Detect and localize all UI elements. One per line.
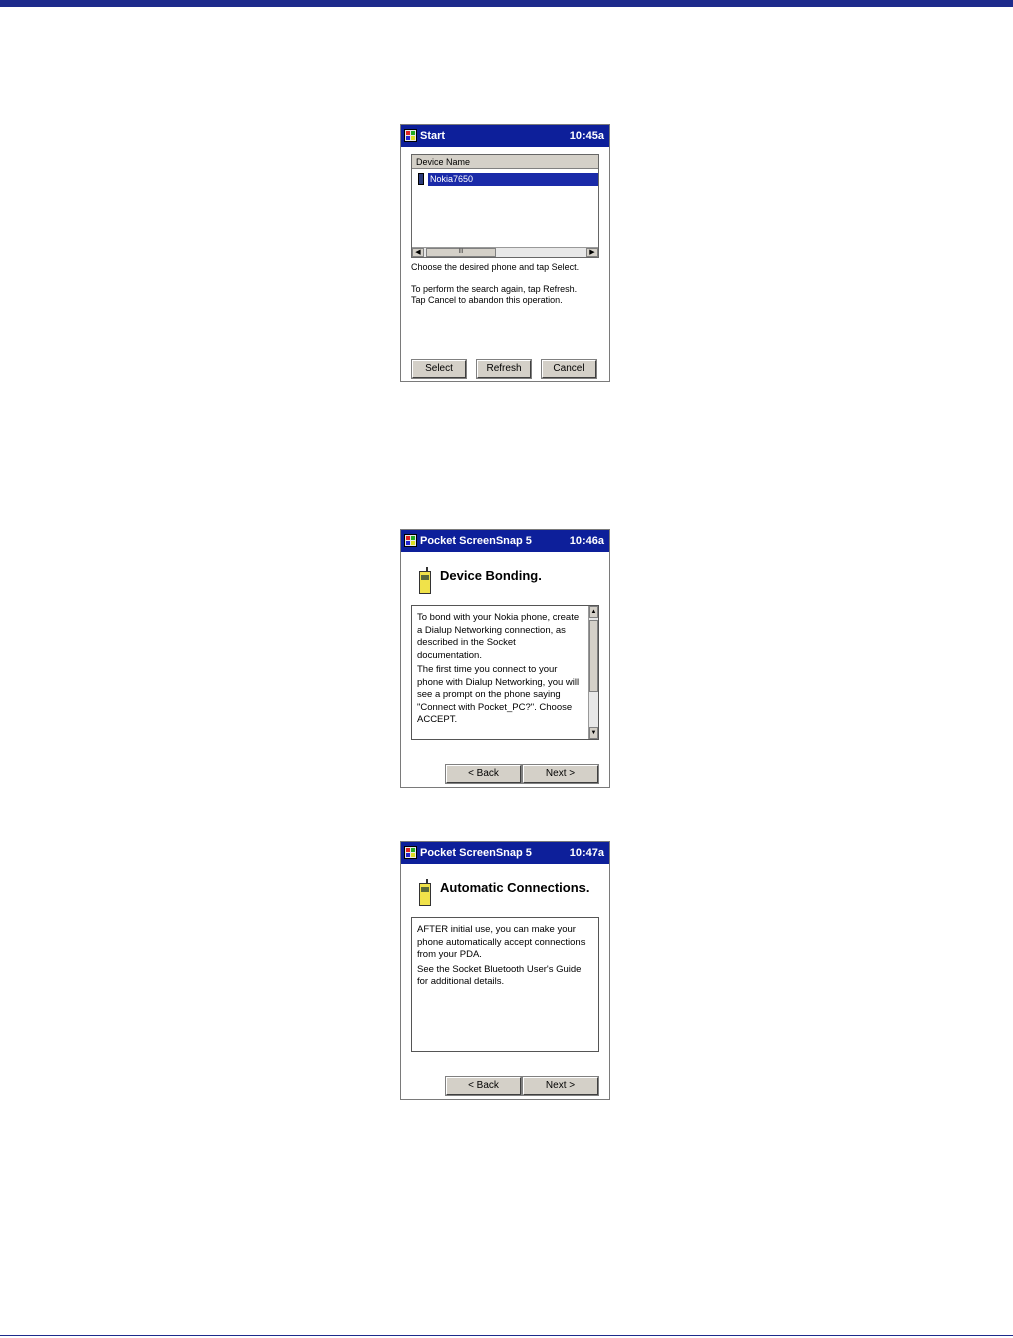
info-textbox[interactable]	[411, 605, 599, 740]
page-title: Device Bonding.	[440, 568, 542, 583]
refresh-button[interactable]: Refresh	[477, 360, 531, 378]
clock: 10:46a	[569, 535, 604, 547]
back-button[interactable]: < Back	[446, 1077, 521, 1095]
help-text-cancel: Tap Cancel to abandon this operation.	[411, 295, 563, 305]
next-button[interactable]: Next >	[523, 765, 598, 783]
horizontal-scrollbar[interactable]	[412, 247, 598, 257]
window-title[interactable]: Pocket ScreenSnap 5	[420, 535, 532, 547]
cancel-button[interactable]: Cancel	[542, 360, 596, 378]
title-bar	[401, 530, 609, 552]
list-item[interactable]	[416, 173, 598, 186]
scroll-left-icon[interactable]: ◀	[412, 248, 424, 257]
device-bonding-screen	[400, 529, 610, 788]
next-button[interactable]: Next >	[523, 1077, 598, 1095]
windows-start-icon[interactable]	[404, 846, 417, 859]
device-list[interactable]	[411, 154, 599, 258]
column-header-device-name[interactable]: Device Name	[412, 155, 598, 169]
page-title: Automatic Connections.	[440, 880, 590, 895]
help-text-refresh: To perform the search again, tap Refresh.	[411, 284, 578, 294]
back-button[interactable]: < Back	[446, 765, 521, 783]
select-button[interactable]: Select	[412, 360, 466, 378]
vertical-scrollbar[interactable]	[588, 606, 598, 739]
instruction-text: Choose the desired phone and tap Select.	[411, 262, 580, 272]
top-rule	[0, 0, 1013, 7]
window-title[interactable]: Start	[420, 130, 446, 142]
clock: 10:47a	[569, 847, 604, 859]
scroll-right-icon[interactable]: ▶	[586, 248, 598, 257]
phone-icon	[418, 173, 424, 185]
bottom-rule	[0, 1335, 1013, 1336]
windows-start-icon[interactable]	[404, 129, 417, 142]
windows-start-icon[interactable]	[404, 534, 417, 547]
automatic-connections-screen	[400, 841, 610, 1100]
device-name[interactable]: Nokia7650	[428, 173, 598, 186]
scroll-up-icon[interactable]: ▲	[589, 606, 598, 618]
phone-icon	[419, 879, 431, 906]
info-paragraph: AFTER initial use, you can make your phone automatically accept connections from your PDA.	[417, 924, 586, 960]
scroll-thumb[interactable]: III	[426, 248, 496, 257]
device-select-screen	[400, 124, 610, 382]
window-title[interactable]: Pocket ScreenSnap 5	[420, 847, 532, 859]
info-paragraph: To bond with your Nokia phone, create a Dialup Networking connection, as described in the Socket documentation.	[417, 612, 580, 661]
info-textbox[interactable]	[411, 917, 599, 1052]
title-bar	[401, 125, 609, 147]
scroll-down-icon[interactable]: ▼	[589, 727, 598, 739]
scroll-thumb[interactable]	[589, 620, 598, 692]
phone-icon	[419, 567, 431, 594]
title-bar	[401, 842, 609, 864]
info-paragraph: The first time you connect to your phone with Dialup Networking, you will see a prompt on the phone saying "Connect with Pocket_PC?". Choose ACCEPT.	[417, 664, 580, 725]
info-paragraph: See the Socket Bluetooth User's Guide for additional details.	[417, 963, 582, 987]
clock: 10:45a	[569, 130, 604, 142]
